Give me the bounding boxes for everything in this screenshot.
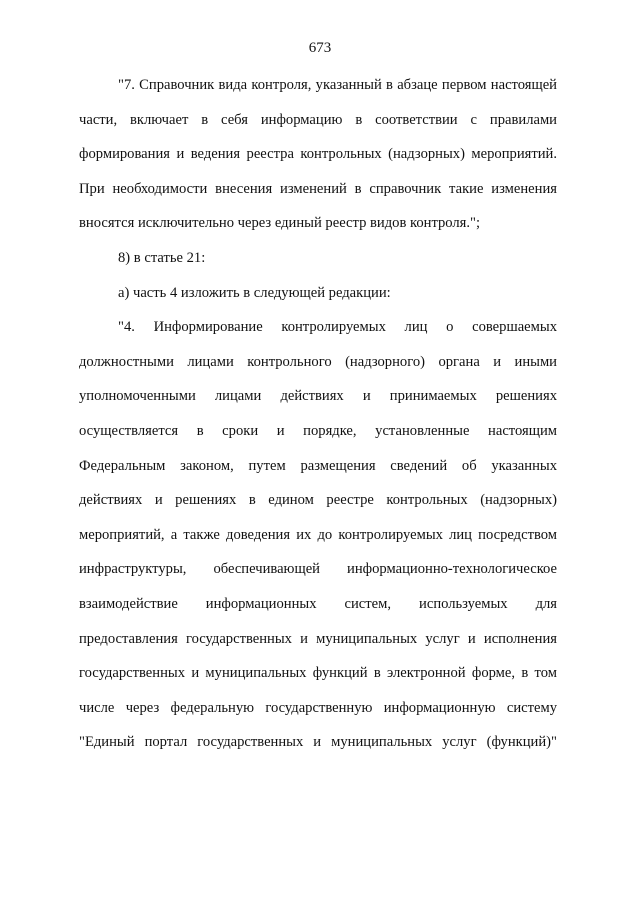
paragraph-part-4-amendment: а) часть 4 изложить в следующей редакции: <box>118 284 391 301</box>
paragraph-directory-clause: "7. Справочник вида контроля, указанный в абзаце первом настоящей части, включает в себя информацию в соответствии с правилами формирования и ведения реестра контрольных (надзорных) мероприятий. При необходимости внесения изменений в справочник такие изменения вносятся исключительно через единый реестр видов контроля."; <box>79 77 557 232</box>
paragraph-article-21: 8) в статье 21: <box>118 249 206 266</box>
document-body <box>79 68 557 760</box>
page-number: 673 <box>308 40 332 56</box>
paragraph-informing-clause: "4. Информирование контролируемых лиц о совершаемых должностными лицами контрольного (надзорного) органа и иными уполномоченными лицами действиях и принимаемых решениях осуществляется в сроки и порядке, установленные настоящим Федеральным законом, путем размещения сведений об указанных действиях и решениях в едином реестре контрольных (надзорных) мероприятий, а также доведения их до контролируемых лиц посредством инфраструктуры, обеспечивающей информационно-технологическое взаимодействие информационных систем, используемых для предоставления государственных и муниципальных услуг и исполнения государственных и муниципальных функций в электронной форме, в том числе через федеральную государственную информационную систему "Единый портал государственных и муниципальных услуг (функций)" <box>79 319 557 751</box>
